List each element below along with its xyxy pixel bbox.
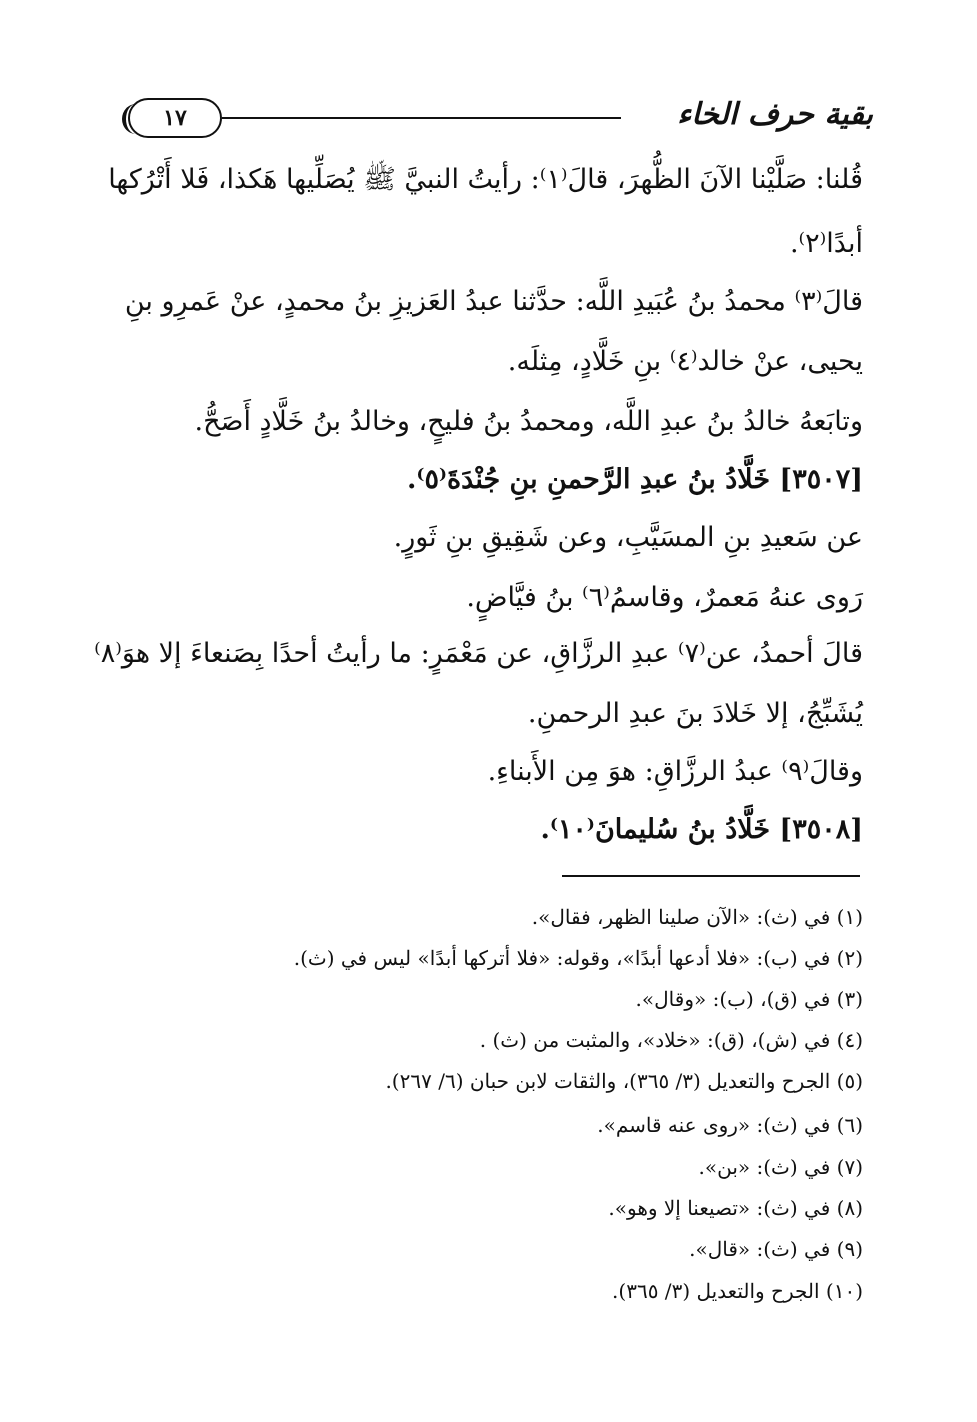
body-line: أبدًا⁽٢⁾.: [789, 228, 863, 259]
page-header: [118, 92, 873, 150]
chapter-title: بقية حرف الخاء: [677, 97, 873, 132]
footnote: (٤) في (ش)، (ق): «خلاد»، والمثبت من (ث) .: [479, 1028, 863, 1052]
body-line: يُشَبِّجُ، إلا خَلادَ بنَ عبدِ الرحمنِ.: [527, 698, 863, 729]
footnote: (٢) في (ب): «فلا أدعها أبدًا»، وقوله: «فلا أتركها أبدًا» ليس في (ث).: [293, 946, 863, 970]
body-line: وتابَعهُ خالدُ بنُ عبدِ اللَّه، ومحمدُ بنُ فليحٍ، وخالدُ بنُ خَلَّادٍ أَصَحُّ.: [194, 406, 863, 437]
footnote: (٨) في (ث): «تصيعنا إلا وهو».: [608, 1196, 863, 1220]
footnote: (٩) في (ث): «قال».: [689, 1237, 863, 1261]
footnote-separator: [562, 875, 860, 877]
page-number-badge: [128, 98, 222, 138]
entry-heading-3507: [٣٥٠٧] خَلَّادُ بنُ عبدِ الرَّحمنِ بنِ جُنْدَةَ⁽٥⁾.: [406, 464, 863, 495]
header-rule: [222, 117, 621, 119]
footnote: (٣) في (ق)، (ب): «وقال».: [635, 987, 863, 1011]
entry-heading-3508: [٣٥٠٨] خَلَّادُ بنُ سُليمانَ⁽١٠⁾.: [540, 814, 863, 845]
footnote: (١) في (ث): «الآن صلينا الظهر، فقال».: [531, 905, 863, 929]
page-number: ١٧: [163, 105, 187, 131]
footnote: (٦) في (ث): «روى عنه قاسم».: [597, 1113, 863, 1137]
body-line: رَوى عنهُ مَعمرٌ، وقاسمُ⁽٦⁾ بنُ فيَّاضٍ.: [466, 582, 863, 613]
footnote: (١٠) الجرح والتعديل (٣/ ٣٦٥).: [612, 1279, 863, 1303]
body-line: وقالَ⁽٩⁾ عبدُ الرزَّاقِ: هوَ مِن الأَبناءِ.: [487, 756, 863, 787]
footnote: (٥) الجرح والتعديل (٣/ ٣٦٥)، والثقات لابن حبان (٦/ ٢٦٧).: [385, 1069, 863, 1093]
footnote: (٧) في (ث): «بن».: [698, 1155, 863, 1179]
body-line: عن سَعيدِ بنِ المسَيَّبِ، وعن شَقِيقِ بنِ ثَورٍ.: [393, 522, 863, 553]
body-line: يحيى، عنْ خالد⁽٤⁾ بنِ خَلَّادٍ، مِثلَه.: [507, 346, 863, 377]
body-line: قالَ أحمدُ، عن⁽٧⁾ عبدِ الرزَّاقِ، عن مَعْمَرٍ: ما رأيتُ أحدًا بِصَنعاءَ إلا هوَ⁽٨⁾: [94, 638, 863, 669]
body-line: قُلنا: صَلَّيْنا الآنَ الظُّهرَ، قالَ⁽١⁾: رأيتُ النبيَّ ﷺ يُصَلِّيها هَكذا، فَلا أَتْرُكها: [108, 164, 863, 195]
body-line: قالَ⁽٣⁾ محمدُ بنُ عُبَيدِ اللَّه: حدَّثنا عبدُ العَزيزِ بنُ محمدٍ، عنْ عَمرِو بنِ: [124, 286, 863, 317]
